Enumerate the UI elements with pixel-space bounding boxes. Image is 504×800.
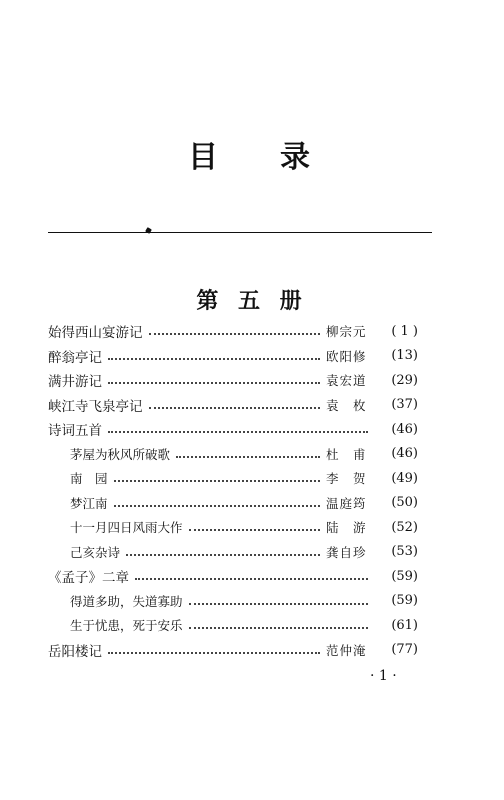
toc-entry-page: (37): [391, 397, 418, 412]
toc-leader-dots: [176, 456, 320, 458]
toc-entry[interactable]: [48, 418, 418, 440]
toc-entry-author: 温庭筠: [326, 495, 367, 511]
title-char-2: 录: [280, 140, 310, 175]
toc-entry[interactable]: [48, 639, 418, 661]
toc-entry[interactable]: [70, 516, 418, 538]
toc-entry-author: 李 贺: [326, 471, 367, 486]
toc-entry-title: 岳阳楼记: [48, 643, 102, 660]
toc-leader-dots: [135, 578, 368, 580]
toc-entry-author: 袁宏道: [326, 373, 367, 388]
toc-entry-title: 南 园: [70, 471, 108, 486]
volume-heading: 第 五 册: [196, 288, 308, 314]
toc-leader-dots: [189, 627, 368, 629]
toc-entry-title: 满井游记: [48, 374, 102, 390]
toc-entry-title: 梦江南: [70, 495, 108, 511]
toc-entry-page: (77): [391, 642, 418, 657]
toc-leader-dots: [108, 431, 368, 433]
toc-entry[interactable]: [48, 345, 418, 367]
toc-entry-page: (49): [391, 470, 418, 486]
toc-entry[interactable]: [70, 443, 418, 465]
toc-entry-title: 醉翁亭记: [48, 349, 102, 366]
toc-entry-page: (13): [391, 348, 418, 363]
toc-entry-title: 十一月四日风雨大作: [70, 520, 183, 535]
toc-entry[interactable]: [70, 492, 418, 514]
page-number: · 1 ·: [370, 668, 397, 684]
toc-entry[interactable]: [70, 467, 418, 489]
page-title: [188, 132, 310, 176]
toc-entry-page: (52): [391, 519, 418, 535]
toc-entry-author: 范仲淹: [326, 642, 367, 658]
toc-entry-page: (53): [391, 544, 418, 559]
title-char-1: 目: [188, 140, 218, 175]
toc-leader-dots: [149, 333, 321, 335]
toc-entry[interactable]: [70, 590, 418, 612]
toc-entry-page: (46): [391, 421, 418, 437]
toc-entry[interactable]: [48, 565, 418, 587]
toc-leader-dots: [189, 603, 368, 605]
toc-entry-author: 欧阳修: [326, 348, 367, 364]
toc-entry[interactable]: [48, 320, 418, 342]
toc-entry[interactable]: [48, 394, 418, 416]
toc-entry-page: ( 1 ): [391, 323, 418, 339]
toc-entry-author: 龚自珍: [326, 544, 367, 560]
toc-entry-author: 袁 枚: [326, 397, 367, 413]
toc-entry-page: (46): [391, 446, 418, 461]
toc-entry-title: 茅屋为秋风所破歌: [70, 446, 171, 462]
toc-entry-page: (59): [391, 593, 418, 608]
toc-entry-title: 始得西山宴游记: [48, 325, 143, 341]
toc-entry[interactable]: [70, 614, 418, 636]
toc-leader-dots: [114, 480, 320, 482]
toc-entry-author: 陆 游: [326, 520, 367, 535]
toc-entry-author: 杜 甫: [326, 446, 367, 462]
toc-leader-dots: [108, 652, 320, 654]
title-rule: [48, 232, 432, 233]
toc-entry-title: 己亥杂诗: [70, 544, 121, 560]
toc-leader-dots: [108, 382, 320, 384]
toc-leader-dots: [108, 358, 320, 360]
toc-entry-title: 生于忧患，死于安乐: [70, 618, 183, 633]
toc-entry-title: 得道多助，失道寡助: [70, 593, 183, 609]
toc-leader-dots: [114, 505, 320, 507]
toc-entry-author: 柳宗元: [326, 324, 367, 339]
toc-entry-title: 《孟子》二章: [48, 570, 129, 586]
toc-entry[interactable]: [48, 369, 418, 391]
toc-entry[interactable]: [70, 541, 418, 563]
toc-entry-title: 诗词五首: [48, 423, 102, 439]
toc-entry-page: (59): [391, 568, 418, 584]
toc-leader-dots: [126, 554, 320, 556]
toc-entry-page: (50): [391, 495, 418, 510]
toc-entry-title: 峡江寺飞泉亭记: [48, 398, 143, 415]
toc-leader-dots: [189, 529, 320, 531]
toc-entry-page: (61): [391, 617, 418, 633]
toc-leader-dots: [149, 407, 321, 409]
toc-entry-page: (29): [391, 372, 418, 388]
